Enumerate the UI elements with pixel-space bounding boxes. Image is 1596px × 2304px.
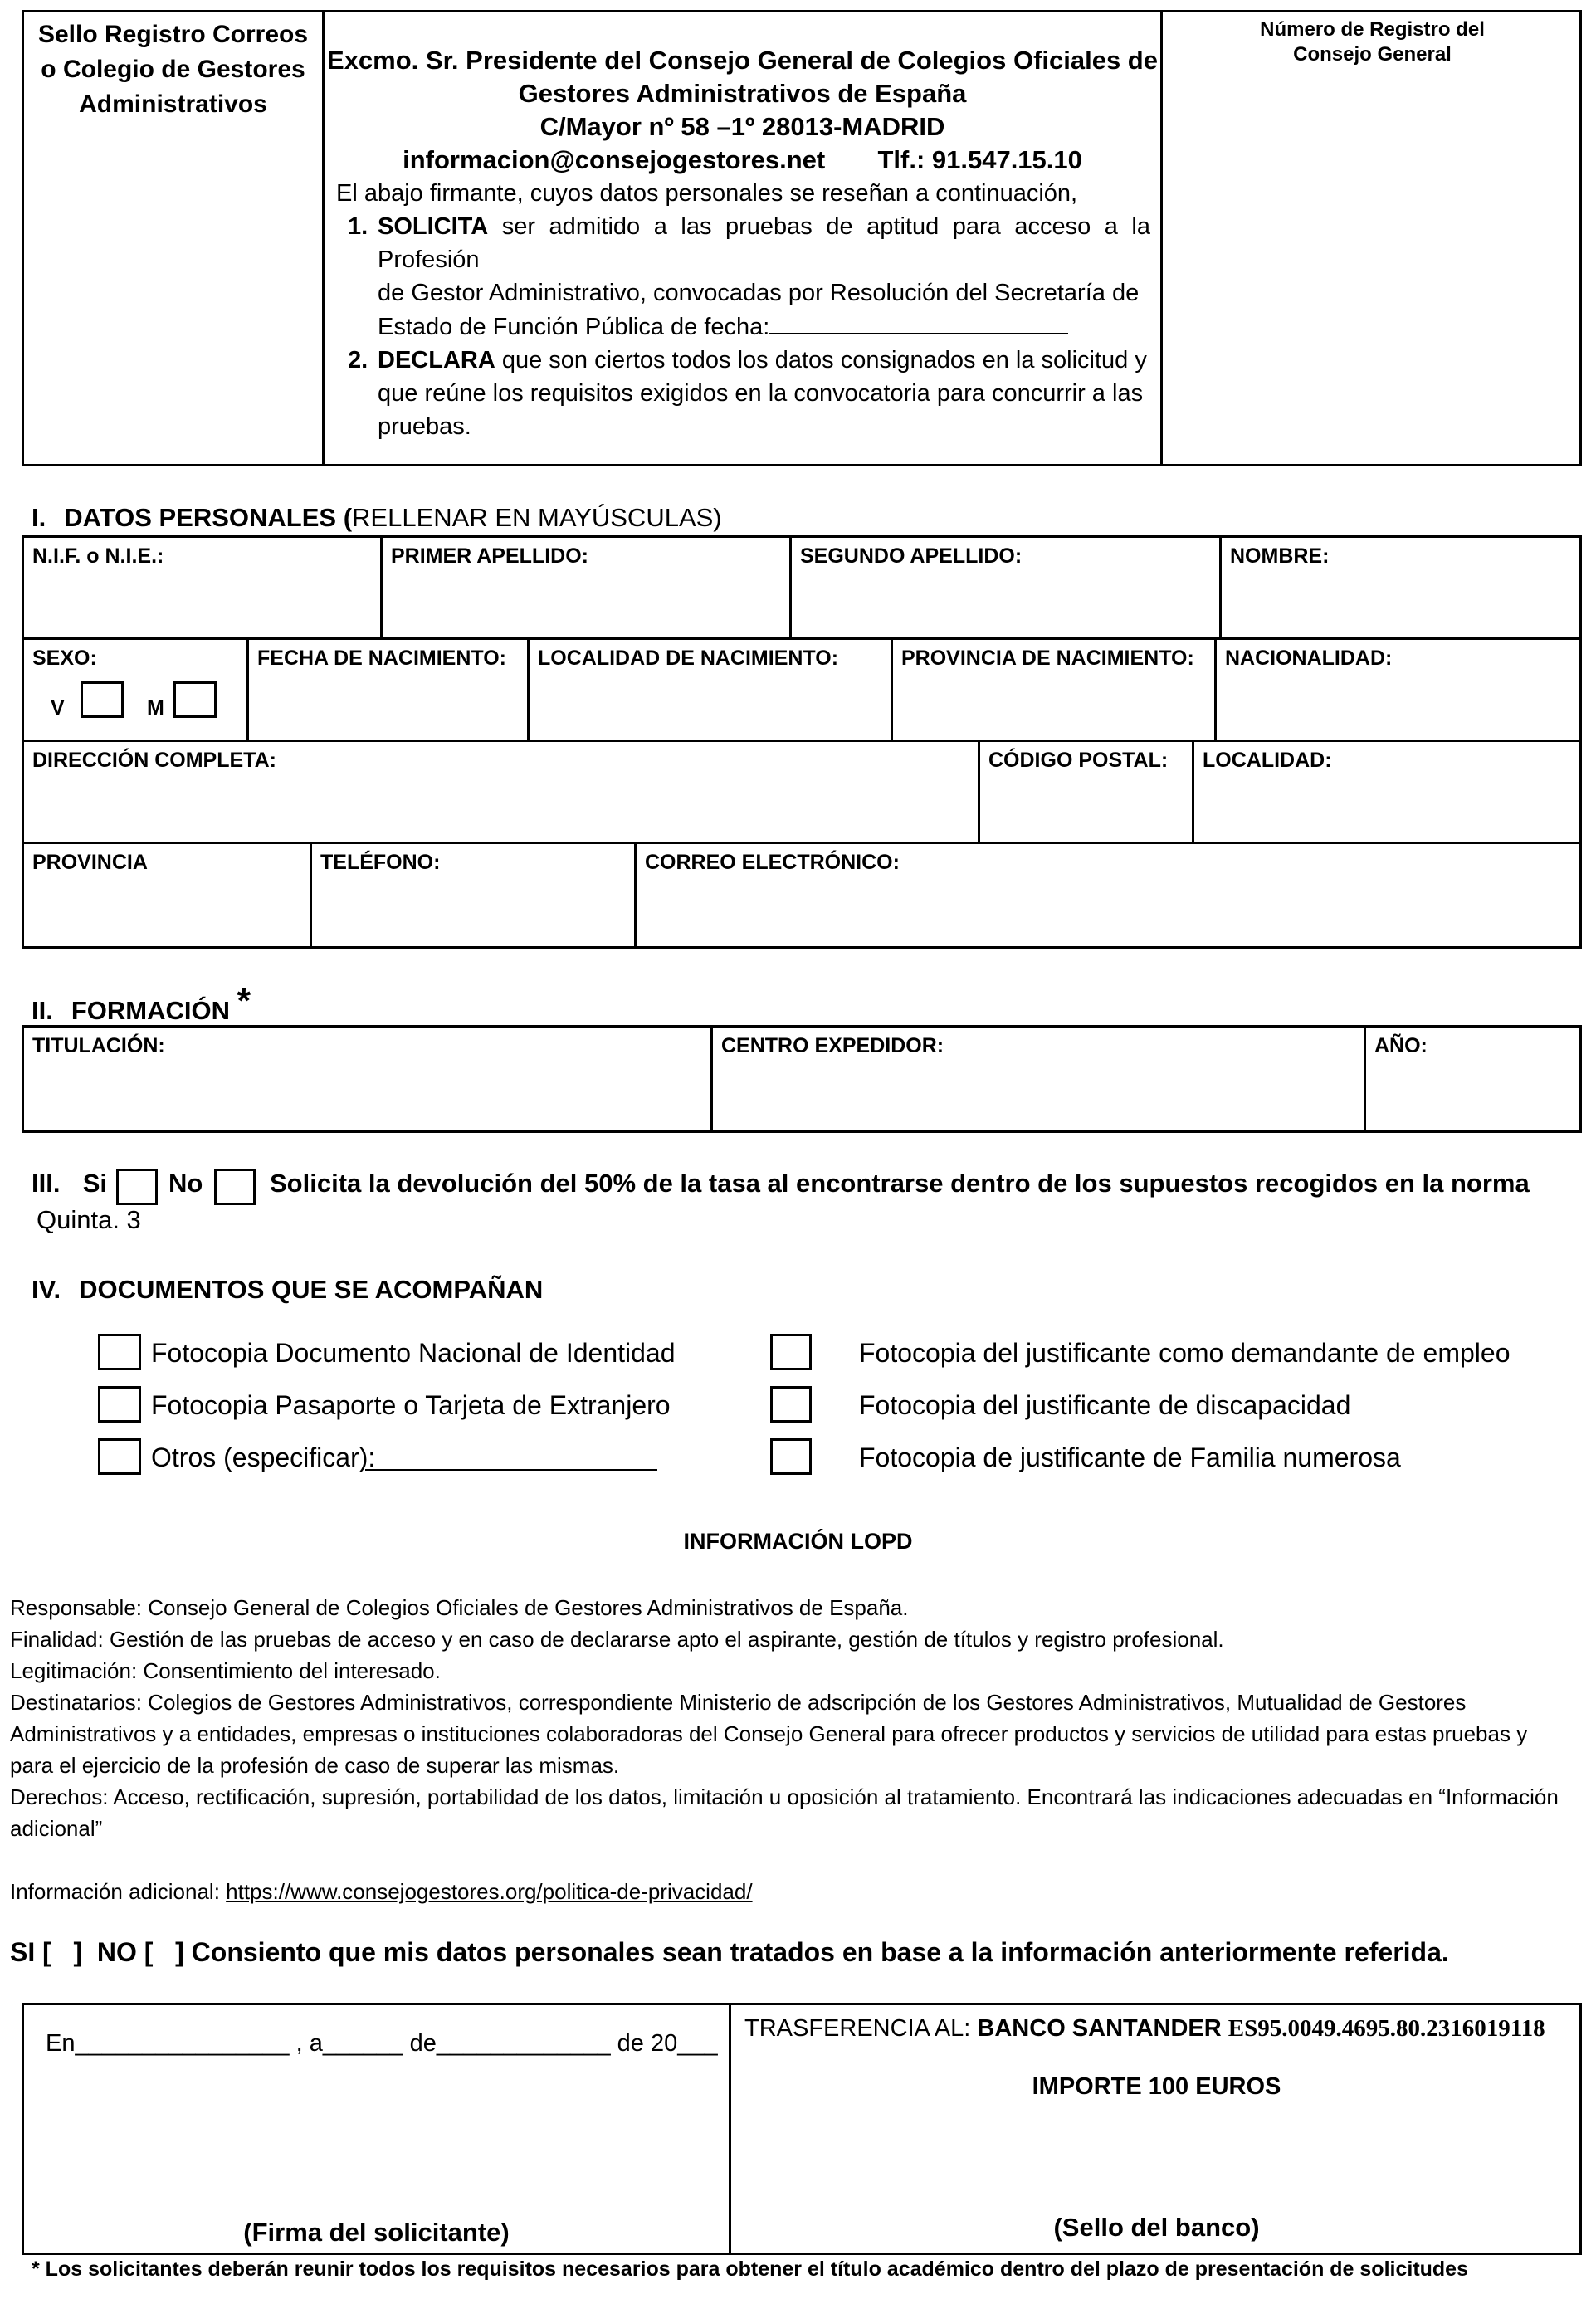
footnote-asterisk: * — [237, 981, 251, 1020]
degree-field[interactable] — [24, 1028, 713, 1130]
contact-email: informacion@consejogestores.net — [403, 145, 826, 174]
addressee-line: Excmo. Sr. Presidente del Consejo General de Colegios Oficiales de — [327, 46, 1158, 75]
addressee — [325, 44, 1160, 177]
sex-v-checkbox[interactable] — [81, 681, 124, 718]
degree-label: TITULACIÓN: — [32, 1034, 165, 1057]
province-field[interactable] — [24, 844, 312, 946]
refund-yes-checkbox[interactable] — [116, 1169, 158, 1205]
refund-text: Solicita la devolución del 50% de la tasa al encontrarse dentro de los supuestos recogidos en la norma — [270, 1169, 1530, 1198]
item-number: 1. — [348, 213, 368, 240]
request-item-declara — [336, 344, 1150, 443]
lopd-info — [10, 1592, 1596, 1907]
personal-data-grid — [22, 535, 1582, 949]
nationality-field[interactable] — [1217, 640, 1582, 742]
lopd-destinatarios: Administrativos y a entidades, empresas o instituciones colaboradoras del Consejo General para ofrecer productos y servicios de utilidad para estas pruebas y — [10, 1721, 1528, 1746]
stamp-cell — [24, 12, 325, 464]
issuing-center-label: CENTRO EXPEDIDOR: — [721, 1034, 944, 1057]
item-text: que son ciertos todos los datos consignados en la solicitud y — [495, 347, 1147, 373]
lopd-destinatarios: Destinatarios: Colegios de Gestores Administrativos, correspondiente Ministerio de adscripción de los Gestores Administrativos, Mutualidad de Gestores — [10, 1690, 1467, 1715]
stamp-line: Sello Registro Correos — [37, 21, 309, 48]
second-surname-field[interactable] — [792, 538, 1222, 640]
nationality-label: NACIONALIDAD: — [1225, 647, 1393, 670]
transfer-label: TRASFERENCIA AL: — [744, 2015, 978, 2042]
section-4-title — [32, 1275, 543, 1305]
doc-dni-checkbox[interactable] — [98, 1334, 141, 1370]
year-field[interactable] — [1366, 1028, 1582, 1130]
signature-cell[interactable] — [24, 2005, 731, 2255]
postal-code-label: CÓDIGO POSTAL: — [988, 749, 1169, 772]
doc-large-family-checkbox[interactable] — [770, 1438, 812, 1475]
phone-field[interactable] — [312, 844, 637, 946]
lopd-additional-info — [10, 1876, 1596, 1907]
issuing-center-field[interactable] — [713, 1028, 1366, 1130]
stamp-line: o Colegio de Gestores — [41, 56, 305, 83]
doc-passport-label: Fotocopia Pasaporte o Tarjeta de Extranjero — [151, 1390, 671, 1420]
box-bottom-rule — [22, 2253, 1582, 2255]
birth-date-label: FECHA DE NACIMIENTO: — [257, 647, 506, 670]
doc-other-checkbox[interactable] — [98, 1438, 141, 1475]
birth-province-label: PROVINCIA DE NACIMIENTO: — [901, 647, 1194, 670]
request-item-solicita — [336, 210, 1150, 344]
footnote: * Los solicitantes deberán reunir todos los requisitos necesarios para obtener el título académico dentro del plazo de presentación de solicitudes — [32, 2258, 1468, 2281]
section-1-title — [32, 503, 722, 533]
section-number: IV. — [32, 1275, 61, 1304]
item-number: 2. — [348, 347, 368, 373]
item-text: ser admitido a las pruebas de aptitud para acceso a la Profesión — [378, 213, 1150, 273]
bank-stamp-label: (Sello del banco) — [1053, 2213, 1260, 2242]
doc-other-blank[interactable] — [365, 1469, 657, 1471]
sex-v-label: V — [51, 696, 65, 720]
nif-label: N.I.F. o N.I.E.: — [32, 544, 164, 568]
section-heading-note: RELLENAR EN MAYÚSCULAS) — [352, 503, 722, 532]
contact-phone: Tlf.: 91.547.15.10 — [877, 145, 1082, 174]
no-label: No — [168, 1169, 203, 1198]
addressee-line: Gestores Administrativos de España — [518, 79, 967, 108]
section-heading: DOCUMENTOS QUE SE ACOMPAÑAN — [79, 1275, 544, 1304]
lopd-derechos: adicional” — [10, 1816, 103, 1841]
province-label: PROVINCIA — [32, 851, 148, 874]
birth-province-field[interactable] — [893, 640, 1217, 742]
sex-m-label: M — [147, 696, 164, 720]
first-surname-label: PRIMER APELLIDO: — [391, 544, 588, 568]
doc-unemployment-label: Fotocopia del justificante como demandante de empleo — [859, 1338, 1511, 1368]
first-surname-field[interactable] — [383, 538, 792, 640]
item-text: Estado de Función Pública de fecha: — [378, 314, 770, 340]
refund-text-cont: Quinta. 3 — [37, 1205, 141, 1234]
phone-label: TELÉFONO: — [320, 851, 441, 874]
lopd-destinatarios: para el ejercicio de la profesión de caso de superar las mismas. — [10, 1753, 620, 1778]
section-3-title — [32, 1169, 107, 1198]
header-box — [22, 10, 1582, 466]
amount: IMPORTE 100 EUROS — [1032, 2073, 1281, 2100]
section-2-title — [32, 981, 251, 1028]
date-blank[interactable] — [769, 310, 1068, 334]
address-label: DIRECCIÓN COMPLETA: — [32, 749, 276, 772]
payment-cell[interactable] — [731, 2005, 1582, 2255]
lopd-finalidad: Finalidad: Gestión de las pruebas de acceso y en caso de declararse apto el aspirante, gestión de títulos y registro profesional. — [10, 1627, 1224, 1652]
item-keyword: DECLARA — [378, 347, 495, 373]
request-cell — [325, 12, 1163, 464]
signature-label: (Firma del solicitante) — [243, 2218, 510, 2247]
item-text: de Gestor Administrativo, convocadas por Resolución del Secretaría de — [378, 280, 1140, 306]
locality-label: LOCALIDAD: — [1203, 749, 1332, 772]
name-field[interactable] — [1222, 538, 1582, 640]
intro-text: El abajo firmante, cuyos datos personales se reseñan a continuación, — [336, 180, 1078, 207]
address-field[interactable] — [24, 742, 980, 844]
item-text: pruebas. — [378, 413, 471, 440]
registry-cell[interactable] — [1163, 12, 1582, 464]
section-number: III. — [32, 1169, 61, 1198]
nif-field[interactable] — [24, 538, 383, 640]
postal-code-field[interactable] — [980, 742, 1194, 844]
second-surname-label: SEGUNDO APELLIDO: — [800, 544, 1023, 568]
doc-disability-label: Fotocopia del justificante de discapacidad — [859, 1390, 1351, 1420]
doc-dni-label: Fotocopia Documento Nacional de Identidad — [151, 1338, 676, 1368]
bank-name: BANCO SANTANDER — [977, 2015, 1228, 2042]
addressee-line: C/Mayor nº 58 –1º 28013-MADRID — [539, 112, 945, 141]
birth-locality-field[interactable] — [530, 640, 893, 742]
email-label: CORREO ELECTRÓNICO: — [645, 851, 900, 874]
section-number: II. — [32, 996, 53, 1025]
doc-other-label: Otros (especificar): — [151, 1442, 376, 1472]
doc-disability-checkbox[interactable] — [770, 1386, 812, 1423]
consent-statement[interactable]: SI [ ] NO [ ] Consiento que mis datos personales sean tratados en base a la información anteriormente referida. — [10, 1937, 1449, 1967]
doc-unemployment-checkbox[interactable] — [770, 1334, 812, 1370]
education-grid — [22, 1025, 1582, 1133]
lopd-additional-label: Información adicional: — [10, 1879, 227, 1904]
place-date-line[interactable]: En________________ , a______ de_____________ de 20___ — [46, 2030, 718, 2057]
iban: ES95.0049.4695.80.2316019118 — [1228, 2015, 1545, 2042]
registry-line: Número de Registro del — [1260, 18, 1485, 41]
section-heading: DATOS PERSONALES ( — [64, 503, 353, 532]
name-label: NOMBRE: — [1230, 544, 1330, 568]
request-body — [325, 177, 1160, 443]
lopd-responsable: Responsable: Consejo General de Colegios Oficiales de Gestores Administrativos de España. — [10, 1595, 909, 1620]
refund-no-checkbox[interactable] — [214, 1169, 256, 1205]
sex-field — [24, 640, 249, 742]
sex-m-checkbox[interactable] — [173, 681, 217, 718]
doc-passport-checkbox[interactable] — [98, 1386, 141, 1423]
transfer-line — [744, 2015, 1545, 2043]
stamp-line: Administrativos — [79, 90, 267, 118]
year-label: AÑO: — [1374, 1034, 1428, 1057]
lopd-legitimacion: Legitimación: Consentimiento del interesado. — [10, 1658, 441, 1683]
doc-large-family-label: Fotocopia de justificante de Familia numerosa — [859, 1442, 1401, 1472]
item-keyword: SOLICITA — [378, 213, 489, 240]
yes-label: Si — [82, 1169, 107, 1198]
registry-line: Consejo General — [1293, 43, 1452, 66]
item-text: que reúne los requisitos exigidos en la convocatoria para concurrir a las — [378, 380, 1144, 407]
email-field[interactable] — [637, 844, 1582, 946]
signature-payment-box — [22, 2003, 1582, 2255]
contact-line — [325, 144, 1160, 177]
privacy-policy-link[interactable]: https://www.consejogestores.org/politica-de-privacidad/ — [226, 1879, 753, 1904]
locality-field[interactable] — [1194, 742, 1582, 844]
section-heading: FORMACIÓN — [71, 996, 230, 1025]
lopd-title: INFORMACIÓN LOPD — [683, 1529, 913, 1554]
birth-date-field[interactable] — [249, 640, 530, 742]
sex-label: SEXO: — [32, 647, 97, 670]
lopd-derechos: Derechos: Acceso, rectificación, supresión, portabilidad de los datos, limitación u oposición al tratamiento. Encontrará las indicaciones adecuadas en “Información — [10, 1784, 1559, 1809]
birth-locality-label: LOCALIDAD DE NACIMIENTO: — [538, 647, 839, 670]
section-number: I. — [32, 503, 46, 532]
